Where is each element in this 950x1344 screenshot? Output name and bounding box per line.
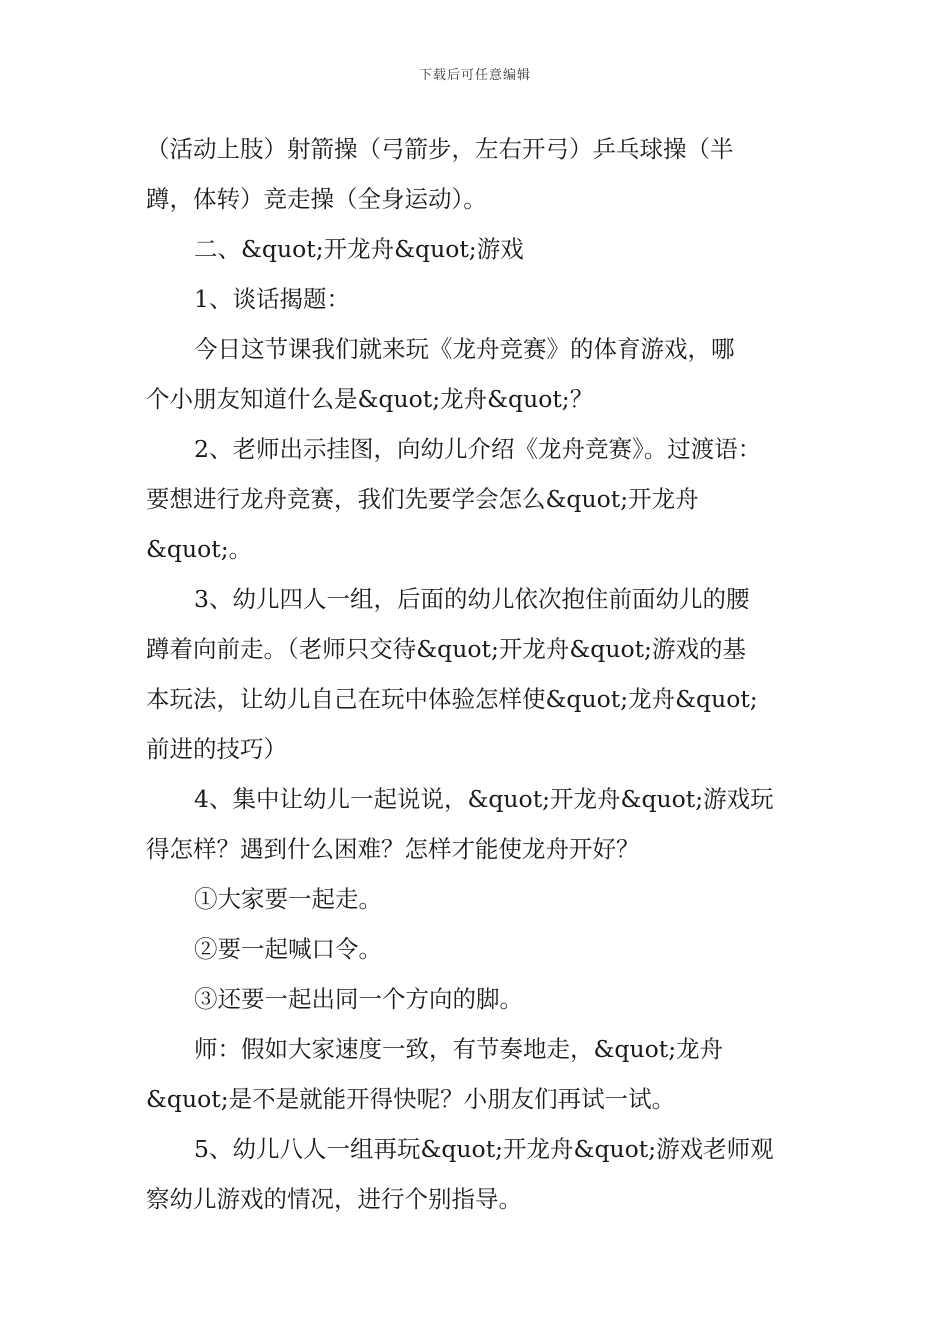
section-heading: 二、&quot;开龙舟&quot;游戏 bbox=[194, 235, 524, 263]
text-line: 5、幼儿八人一组再玩&quot;开龙舟&quot;游戏老师观 bbox=[194, 1135, 774, 1163]
document-body bbox=[146, 124, 812, 1224]
text-line: 察幼儿游戏的情况，进行个别指导。 bbox=[146, 1185, 522, 1213]
text-line: &quot;。 bbox=[146, 535, 253, 563]
list-item: ③还要一起出同一个方向的脚。 bbox=[194, 985, 523, 1013]
step-heading: 1、谈话揭题： bbox=[194, 285, 350, 313]
text-line: 师：假如大家速度一致，有节奏地走，&quot;龙舟 bbox=[194, 1035, 724, 1063]
text-line: 4、集中让幼儿一起说说，&quot;开龙舟&quot;游戏玩 bbox=[194, 785, 774, 813]
text-line: 个小朋友知道什么是&quot;龙舟&quot;？ bbox=[146, 385, 594, 413]
text-line: &quot;是不是就能开得快呢？小朋友们再试一试。 bbox=[146, 1085, 676, 1113]
list-item: ②要一起喊口令。 bbox=[194, 935, 382, 963]
text-line: 要想进行龙舟竞赛，我们先要学会怎么&quot;开龙舟 bbox=[146, 485, 699, 513]
text-line: （活动上肢）射箭操（弓箭步，左右开弓）乒乓球操（半 bbox=[146, 135, 734, 163]
page-header: 下载后可任意编辑 bbox=[418, 68, 531, 83]
text-line: 得怎样？遇到什么困难？怎样才能使龙舟开好？ bbox=[146, 835, 640, 863]
text-line: 3、幼儿四人一组，后面的幼儿依次抱住前面幼儿的腰 bbox=[194, 585, 750, 613]
list-item: ①大家要一起走。 bbox=[194, 885, 382, 913]
text-line: 今日这节课我们就来玩《龙舟竞赛》的体育游戏，哪 bbox=[194, 335, 735, 363]
text-line: 本玩法，让幼儿自己在玩中体验怎样使&quot;龙舟&quot; bbox=[146, 685, 758, 713]
text-line: 前进的技巧） bbox=[146, 735, 287, 763]
text-line: 蹲着向前走。（老师只交待&quot;开龙舟&quot;游戏的基 bbox=[146, 635, 746, 663]
text-line: 2、老师出示挂图，向幼儿介绍《龙舟竞赛》。过渡语： bbox=[194, 435, 762, 463]
text-line: 蹲，体转）竞走操（全身运动）。 bbox=[146, 185, 487, 213]
